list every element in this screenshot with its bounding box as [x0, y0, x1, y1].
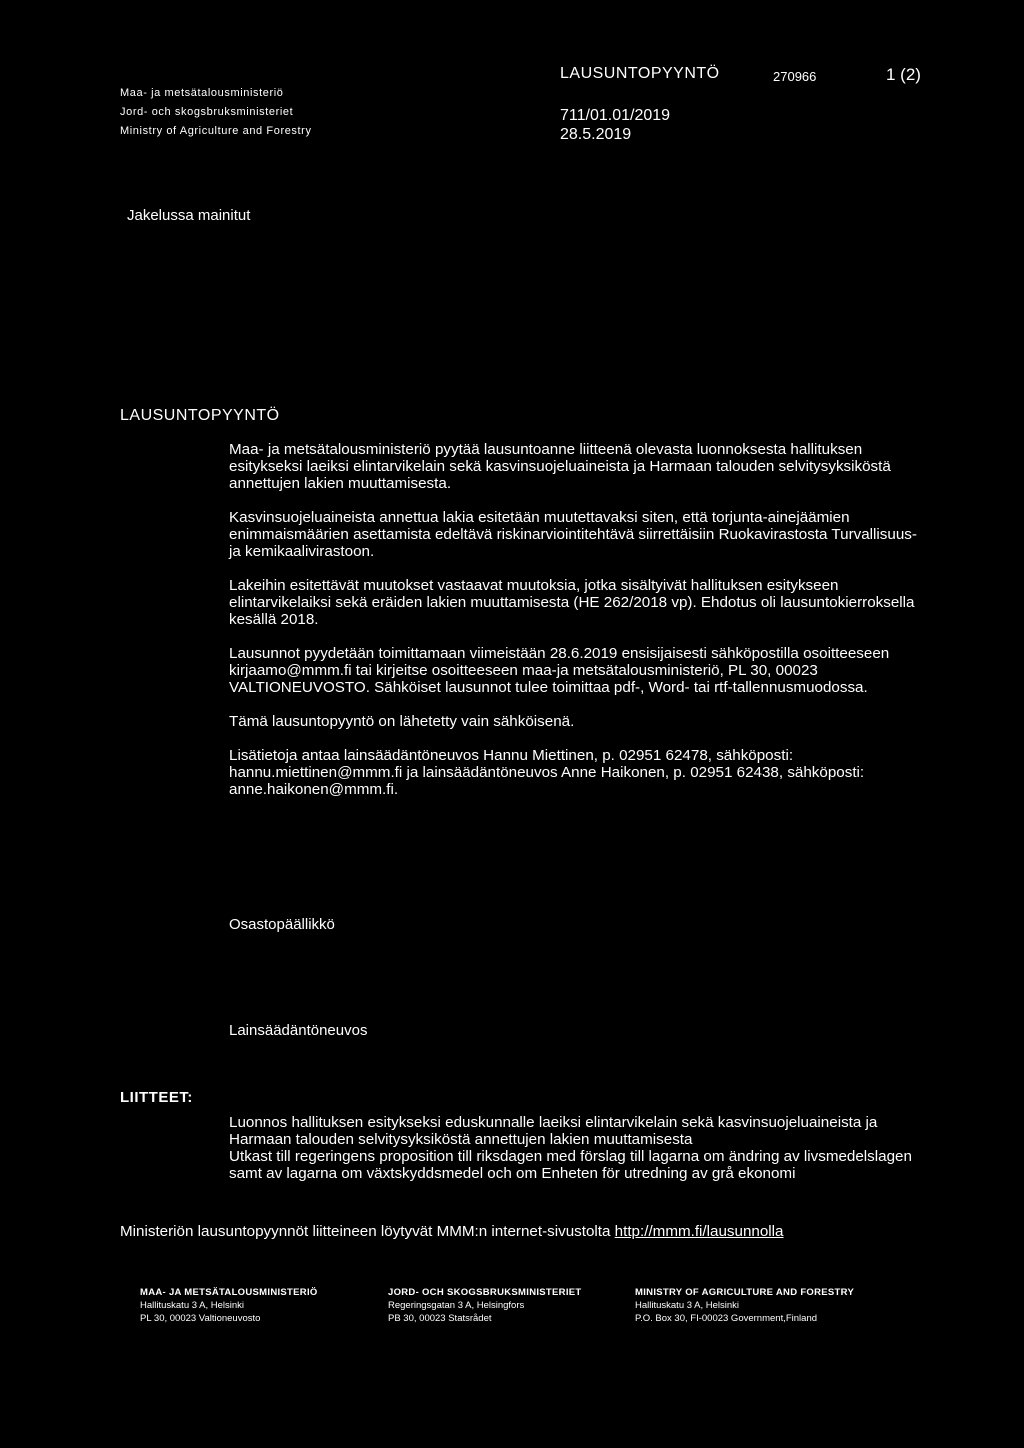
web-note-text: Ministeriön lausuntopyynnöt liitteineen löytyvät MMM:n internet-sivustolta	[120, 1223, 615, 1240]
footer-en	[635, 1286, 854, 1325]
footer-fi-postal: PL 30, 00023 Valtioneuvosto	[140, 1313, 261, 1324]
attachments-label: LIITTEET:	[120, 1089, 193, 1106]
paragraph-deadline: Lausunnot pyydetään toimittamaan viimeistään 28.6.2019 ensisijaisesti sähköpostilla osoitteeseen kirjaamo@mmm.fi tai kirjeitse osoitteeseen maa-ja metsätalousministeriö, PL 30, 00023 VALTIONEUVOSTO. Sähköiset lausunnot tulee toimittaa pdf-, Word- tai rtf-tallennusmuodossa.	[229, 645, 890, 696]
attachments-list	[229, 1114, 929, 1182]
signature-title-legislative-counsellor: Lainsäädäntöneuvos	[229, 1022, 368, 1039]
document-title: LAUSUNTOPYYNTÖ	[120, 407, 280, 424]
body	[229, 441, 929, 798]
footer-sv-address: Regeringsgatan 3 A, Helsingfors	[388, 1300, 525, 1311]
paragraph-electronic: Tämä lausuntopyyntö on lähetetty vain sähköisenä.	[229, 713, 575, 730]
attachment-item-sv: Utkast till regeringens proposition till riksdagen med förslag till lagarna om ändring av livsmedelslagen samt av lagarna om växtskyddsmedel och om Enheten för utredning av grå ekonomi	[229, 1148, 912, 1182]
paragraph-request: Maa- ja metsätalousministeriö pyytää lausuntoanne liitteenä olevasta luonnoksesta hallituksen esitykseksi laeiksi elintarvikelain sekä kasvinsuojeluaineista ja Harmaan talouden selvitysyksiköstä annettujen lakien muuttamisesta.	[229, 441, 891, 492]
signature-title-department-head: Osastopäällikkö	[229, 916, 335, 933]
web-note-link[interactable]: http://mmm.fi/lausunnolla	[614, 1223, 784, 1240]
footer-en-postal: P.O. Box 30, FI-00023 Government,Finland	[635, 1313, 818, 1324]
document-number: 270966	[773, 69, 817, 84]
footer-sv-name: JORD- OCH SKOGSBRUKSMINISTERIET	[388, 1287, 582, 1298]
footer-sv-postal: PB 30, 00023 Statsrådet	[388, 1313, 492, 1324]
document-type: LAUSUNTOPYYNTÖ	[560, 65, 720, 82]
ministry-name-sv: Jord- och skogsbruksministeriet	[120, 106, 294, 118]
web-note	[120, 1223, 784, 1240]
paragraph-contacts: Lisätietoja antaa lainsäädäntöneuvos Hannu Miettinen, p. 02951 62478, sähköposti: hannu.miettinen@mmm.fi ja lainsäädäntöneuvos Anne Haikonen, p. 02951 62438, sähköposti: anne.haikonen@mmm.fi.	[229, 747, 865, 798]
footer-sv	[388, 1286, 582, 1325]
ministry-name-fi: Maa- ja metsätalousministeriö	[120, 87, 284, 99]
paragraph-background: Lakeihin esitettävät muutokset vastaavat muutoksia, jotka sisältyivät hallituksen esitykseen elintarvikelaiksi sekä eräiden lakien muuttamisesta (HE 262/2018 vp). Ehdotus oli lausuntokierroksella kesällä 2018.	[229, 577, 915, 628]
page-number: 1 (2)	[886, 65, 921, 84]
reference-number: 711/01.01/2019	[560, 107, 671, 124]
footer-fi-name: MAA- JA METSÄTALOUSMINISTERIÖ	[140, 1287, 318, 1298]
attachment-item-fi: Luonnos hallituksen esitykseksi eduskunnalle laeiksi elintarvikelain sekä kasvinsuojeluaineista ja Harmaan talouden selvitysyksiköstä annettujen lakien muuttamisesta	[229, 1114, 878, 1148]
recipient: Jakelussa mainitut	[127, 207, 251, 224]
footer-fi-address: Hallituskatu 3 A, Helsinki	[140, 1300, 245, 1311]
footer-en-name: MINISTRY OF AGRICULTURE AND FORESTRY	[635, 1287, 855, 1298]
paragraph-change: Kasvinsuojeluaineista annettua lakia esitetään muutettavaksi siten, että torjunta-ainejäämien enimmaismäärien asettamista edeltävä riskinarviointitehtävä siirrettäisiin Ruokavirastosta Turvallisuus- ja kemikaalivirastoon.	[229, 509, 917, 560]
footer-fi	[140, 1286, 318, 1325]
ministry-name-en: Ministry of Agriculture and Forestry	[120, 125, 312, 137]
document-date: 28.5.2019	[560, 126, 632, 143]
footer-en-address: Hallituskatu 3 A, Helsinki	[635, 1300, 740, 1311]
